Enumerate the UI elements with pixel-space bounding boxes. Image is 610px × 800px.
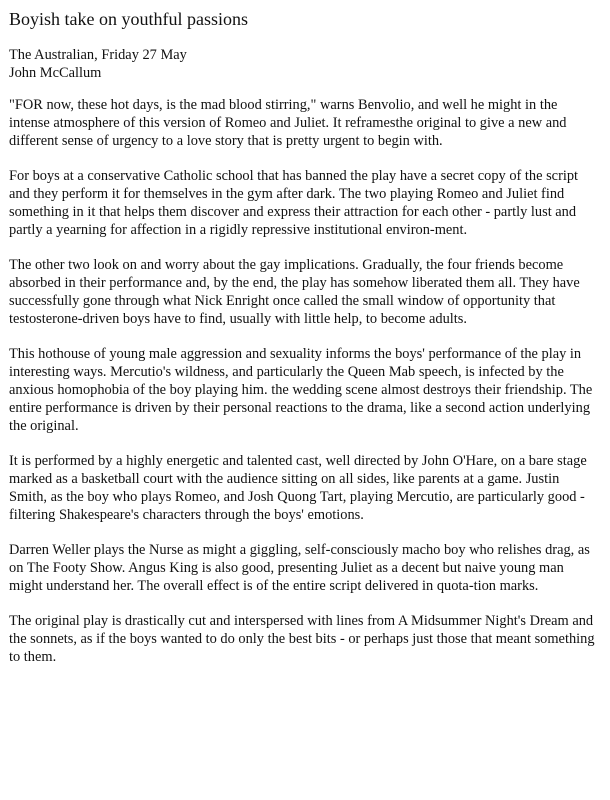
article-paragraph: For boys at a conservative Catholic school that has banned the play have a secret copy of the script and they perform it for themselves in the gym after dark. The two playing Romeo and Juliet find something in it that helps them discover and express their attraction for each other - partly lust and partly a yearning for affection in a rigidly repressive institutional environ-ment. bbox=[9, 168, 579, 238]
article-source: The Australian, Friday 27 May bbox=[9, 47, 187, 63]
article-paragraph: This hothouse of young male aggression and sexuality informs the boys' performance of the play in interesting ways. Mercutio's wildness, and particularly the Queen Mab speech, is infected by the anxious homophobia of the boy playing him. the wedding scene almost destroys their friendship. The entire performance is driven by their personal reactions to the drama, like a second action underlying the original. bbox=[9, 346, 593, 434]
article-paragraph: Darren Weller plays the Nurse as might a giggling, self-consciously macho boy who relishes drag, as on The Footy Show. Angus King is also good, presenting Juliet as a decent but naive young man might understand her. The overall effect is of the entire script delivered in quota-tion marks. bbox=[9, 542, 590, 594]
article-meta bbox=[9, 46, 598, 82]
article-paragraph: "FOR now, these hot days, is the mad blood stirring," warns Benvolio, and well he might in the intense atmosphere of this version of Romeo and Juliet. It reframesthe original to give a new and different sense of urgency to a love story that is pretty urgent to begin with. bbox=[9, 97, 567, 149]
article-paragraph: The other two look on and worry about the gay implications. Gradually, the four friends become absorbed in their performance and, by the end, the play has somehow liberated them all. They have successfully gone through what Nick Enright once called the small window of opportunity that testosterone-driven boys have to find, usually with little help, to become adults. bbox=[9, 257, 580, 327]
article-paragraph: It is performed by a highly energetic and talented cast, well directed by John O'Hare, on a bare stage marked as a basketball court with the audience sitting on all sides, like parents at a game. Justin Smith, as the boy who plays Romeo, and Josh Quong Tart, playing Mercutio, are particularly good - filtering Shakespeare's characters through the boys' emotions. bbox=[9, 453, 587, 523]
article-title: Boyish take on youthful passions bbox=[9, 9, 248, 29]
article-paragraph: The original play is drastically cut and interspersed with lines from A Midsummer Night's Dream and the sonnets, as if the boys wanted to do only the best bits - or perhaps just those that meant something to them. bbox=[9, 613, 595, 665]
article-author: John McCallum bbox=[9, 65, 102, 81]
